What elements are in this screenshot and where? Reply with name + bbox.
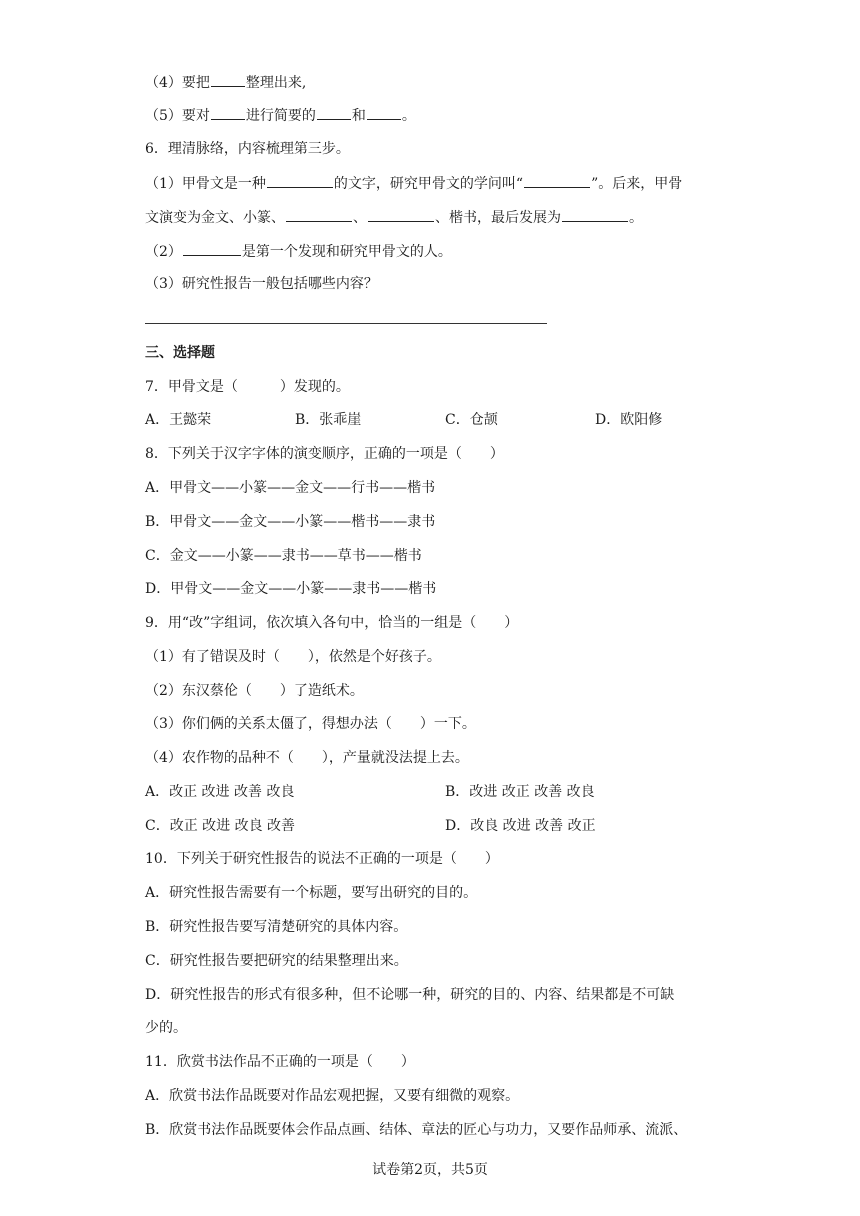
q8-option-d[interactable]: D．甲骨文——金文——小篆——隶书——楷书 [145, 581, 437, 597]
q7-option-d[interactable]: D．欧阳修 [595, 412, 663, 428]
q9-option-d[interactable]: D．改良 改进 改善 改正 [445, 818, 596, 834]
q9-sentence-4: （4）农作物的品种不（ ），产量就没法提上去。 [145, 750, 469, 766]
q7-option-c[interactable]: C．仓颉 [445, 412, 498, 428]
q6-sub2: （2） 是第一个发现和研究甲骨文的人。 [145, 241, 452, 262]
q6-sub1-line1: （1）甲骨文是一种 的文字，研究甲骨文的学问叫“ ”。后来，甲骨 [145, 173, 682, 194]
q9-sentence-2: （2）东汉蔡伦（ ）了造纸术。 [145, 683, 364, 699]
q9-stem: 9．用“改”字组词，依次填入各句中，恰当的一组是（ ） [145, 615, 519, 631]
q9-option-b[interactable]: B．改进 改正 改善 改良 [445, 784, 595, 800]
q10-option-b[interactable]: B．研究性报告要写清楚研究的具体内容。 [145, 919, 408, 935]
q8-option-a[interactable]: A．甲骨文——小篆——金文——行书——楷书 [145, 480, 436, 496]
q9-option-c[interactable]: C．改正 改进 改良 改善 [145, 818, 296, 834]
q10-option-c[interactable]: C．研究性报告要把研究的结果整理出来。 [145, 953, 408, 969]
q6-title: 6．理清脉络，内容梳理第三步。 [145, 141, 350, 157]
fill-blank[interactable] [367, 105, 401, 120]
q11-option-b[interactable]: B．欣赏书法作品既要体会作品点画、结体、章法的匠心与功力，又要作品师承、流派、 [145, 1122, 688, 1138]
answer-line[interactable] [145, 323, 547, 324]
q8-option-b[interactable]: B．甲骨文——金文——小篆——楷书——隶书 [145, 514, 436, 530]
q11-stem: 11．欣赏书法作品不正确的一项是（ ） [145, 1054, 415, 1070]
q8-option-c[interactable]: C．金文——小篆——隶书——草书——楷书 [145, 548, 422, 564]
q9-sentence-1: （1）有了错误及时（ ），依然是个好孩子。 [145, 649, 441, 665]
q10-option-d[interactable]: D．研究性报告的形式有很多种，但不论哪一种，研究的目的、内容、结果都是不可缺 [145, 987, 675, 1003]
q5-item-4: （4）要把 整理出来, [145, 72, 306, 93]
fill-blank[interactable] [267, 173, 333, 188]
section-heading: 三、选择题 [145, 345, 215, 361]
fill-blank[interactable] [368, 207, 434, 222]
q7-option-b[interactable]: B．张乖崖 [295, 412, 362, 428]
fill-blank[interactable] [211, 105, 245, 120]
fill-blank[interactable] [562, 207, 628, 222]
fill-blank[interactable] [317, 105, 351, 120]
page-footer: 试卷第2页，共5页 [372, 1162, 488, 1178]
q8-stem: 8．下列关于汉字字体的演变顺序，正确的一项是（ ） [145, 446, 504, 462]
q11-option-a[interactable]: A．欣赏书法作品既要对作品宏观把握，又要有细微的观察。 [145, 1088, 520, 1104]
fill-blank[interactable] [286, 207, 352, 222]
q10-option-a[interactable]: A．研究性报告需要有一个标题，要写出研究的目的。 [145, 885, 478, 901]
q7-stem: 7．甲骨文是（ ）发现的。 [145, 379, 350, 395]
fill-blank[interactable] [524, 173, 590, 188]
q9-sentence-3: （3）你们俩的关系太僵了，得想办法（ ）一下。 [145, 716, 476, 732]
fill-blank[interactable] [211, 72, 245, 87]
q10-stem: 10．下列关于研究性报告的说法不正确的一项是（ ） [145, 851, 499, 867]
q9-option-a[interactable]: A．改正 改进 改善 改良 [145, 784, 295, 800]
q6-sub1-line2: 文演变为金文、小篆、 、 、楷书，最后发展为 。 [145, 207, 643, 228]
q7-option-a[interactable]: A．王懿荣 [145, 412, 212, 428]
fill-blank[interactable] [183, 241, 241, 256]
q6-sub3: （3）研究性报告一般包括哪些内容？ [145, 276, 378, 292]
q10-option-d-cont: 少的。 [145, 1020, 187, 1036]
q5-item-5: （5）要对 进行简要的 和 。 [145, 105, 416, 126]
